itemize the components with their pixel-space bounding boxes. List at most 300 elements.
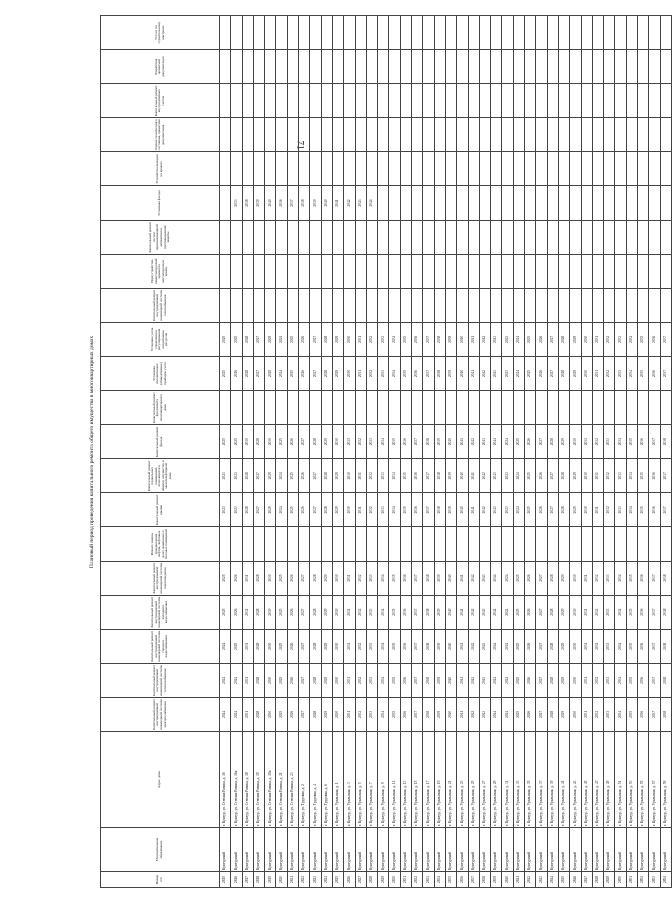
table-cell	[423, 118, 434, 152]
table-cell: г. Кунгур, ул. Уральская, д. 31	[502, 732, 513, 828]
table-cell: 2843	[536, 872, 547, 888]
table-cell	[253, 220, 264, 254]
table-row	[604, 16, 615, 888]
table-cell: 2033	[615, 356, 626, 390]
table-cell: г. Кунгур, ул. Уральская, д. 57	[649, 732, 660, 828]
table-cell: 2030	[581, 493, 592, 527]
table-cell: г. Кунгур, ул. Трудовая, д. 4	[310, 732, 321, 828]
table-cell	[389, 220, 400, 254]
table-cell: 2030	[570, 697, 581, 731]
table-cell: 2035	[389, 629, 400, 663]
table-cell	[615, 186, 626, 220]
table-cell: 2034	[626, 493, 637, 527]
table-cell: г. Кунгур, ул. Степана Разина, д. 16а	[231, 732, 242, 828]
table-cell: 2831	[400, 872, 411, 888]
table-cell: 2040	[457, 493, 468, 527]
table-cell: 2034	[389, 493, 400, 527]
table-cell: 2032	[604, 356, 615, 390]
table-cell	[581, 288, 592, 322]
table-cell	[513, 186, 524, 220]
table-cell	[547, 220, 558, 254]
table-row	[502, 16, 513, 888]
table-cell: 2828	[366, 872, 377, 888]
table-cell: 2037	[412, 629, 423, 663]
table-cell: 2852	[637, 872, 648, 888]
table-cell	[434, 152, 445, 186]
table-cell	[310, 50, 321, 84]
table-cell	[423, 152, 434, 186]
table-cell: 2034	[615, 629, 626, 663]
table-cell	[276, 84, 287, 118]
table-cell	[592, 288, 603, 322]
table-cell: 2034	[389, 356, 400, 390]
table-cell	[592, 186, 603, 220]
table-cell	[525, 152, 536, 186]
table-cell	[400, 118, 411, 152]
table-cell	[231, 391, 242, 425]
table-cell	[513, 84, 524, 118]
table-cell: 2029	[558, 629, 569, 663]
table-row	[513, 16, 524, 888]
table-cell: 2042	[479, 322, 490, 356]
table-cell: Кунгурский	[604, 828, 615, 872]
table-cell	[558, 186, 569, 220]
table-cell	[321, 16, 332, 50]
table-cell: г. Кунгур, ул. Степана Разина, д. 18	[242, 732, 253, 828]
table-cell	[310, 288, 321, 322]
table-cell: 2034	[626, 356, 637, 390]
table-cell: 2031	[581, 595, 592, 629]
table-cell: г. Кунгур, ул. Трудовая, д. 6	[321, 732, 332, 828]
table-cell: 2031	[242, 595, 253, 629]
table-cell: 2034	[615, 595, 626, 629]
column-header-label: Капитальный ремонт внутридомовой инженерной системы холодного водоснабжения	[150, 596, 169, 628]
table-cell	[355, 152, 366, 186]
table-cell	[253, 16, 264, 50]
table-cell: 2043	[479, 629, 490, 663]
table-cell: г. Кунгур, ул. Уральская, д. 51	[615, 732, 626, 828]
table-cell: 2031	[581, 561, 592, 595]
table-cell: 2044	[491, 697, 502, 731]
table-cell	[389, 391, 400, 425]
table-cell: 2039	[434, 595, 445, 629]
table-cell: 2030	[265, 561, 276, 595]
table-cell	[378, 16, 389, 50]
table-cell: 2025	[220, 561, 231, 595]
table-cell: 2033	[604, 629, 615, 663]
column-header	[101, 828, 220, 872]
table-cell: 2032	[355, 629, 366, 663]
table-cell	[637, 220, 648, 254]
column-header-label: Установка фасада	[157, 190, 162, 216]
column-header-label: Переустройство невентилируемой крыши на вентилируемую крышу	[150, 258, 169, 284]
table-cell: 2039	[445, 322, 456, 356]
table-cell: 2031	[344, 425, 355, 459]
table-cell	[525, 50, 536, 84]
table-cell	[615, 288, 626, 322]
column-header-label: Капитальный ремонт подвальных помещений, относящихся к общему имуществу в многоквартирном доме	[146, 460, 172, 492]
table-cell: г. Кунгур, ул. Уральская, д. 1	[332, 732, 343, 828]
table-cell	[355, 50, 366, 84]
table-cell: 2023	[502, 493, 513, 527]
column-header	[101, 186, 220, 220]
table-cell	[649, 118, 660, 152]
table-cell	[332, 254, 343, 288]
table-cell	[231, 50, 242, 84]
table-cell	[355, 391, 366, 425]
table-cell: Кунгурский	[637, 828, 648, 872]
table-cell: г. Кунгур, ул. Уральская, д. 55	[637, 732, 648, 828]
table-cell: 2028	[558, 322, 569, 356]
table-cell: 2039	[434, 629, 445, 663]
table-cell: 2034	[389, 459, 400, 493]
table-cell: Кунгурский	[581, 828, 592, 872]
column-header	[101, 254, 220, 288]
table-cell: 2038	[434, 356, 445, 390]
table-cell	[265, 254, 276, 288]
table-cell: 2024	[276, 322, 287, 356]
table-cell	[389, 16, 400, 50]
table-cell: 2033	[366, 561, 377, 595]
column-header	[101, 595, 220, 629]
table-cell	[570, 288, 581, 322]
table-cell	[457, 527, 468, 561]
table-cell	[220, 16, 231, 50]
table-cell: 2035	[626, 425, 637, 459]
table-cell: 2043	[491, 322, 502, 356]
table-cell: 2037	[423, 459, 434, 493]
table-cell	[468, 527, 479, 561]
table-cell: 2851	[626, 872, 637, 888]
table-cell: 2041	[457, 561, 468, 595]
table-cell: 2037	[649, 629, 660, 663]
table-cell	[468, 84, 479, 118]
table-cell	[491, 84, 502, 118]
table-cell: 2024	[502, 697, 513, 731]
table-cell	[355, 254, 366, 288]
table-cell	[378, 186, 389, 220]
table-cell	[412, 254, 423, 288]
table-cell	[299, 152, 310, 186]
table-cell: 2042	[468, 595, 479, 629]
table-cell: 2028	[321, 322, 332, 356]
table-cell: 2032	[355, 663, 366, 697]
table-cell: 2035	[626, 595, 637, 629]
table-cell	[637, 391, 648, 425]
table-cell: 2032	[604, 493, 615, 527]
table-cell: 2031	[355, 493, 366, 527]
table-cell: 2026	[525, 595, 536, 629]
table-cell	[570, 84, 581, 118]
column-header	[101, 322, 220, 356]
table-cell: Кунгурский	[299, 828, 310, 872]
table-cell: 2038	[660, 663, 671, 697]
table-cell	[344, 527, 355, 561]
table-cell	[637, 254, 648, 288]
table-cell: 2031	[344, 595, 355, 629]
table-cell: Кунгурский	[423, 828, 434, 872]
table-cell	[366, 152, 377, 186]
table-cell: 2032	[604, 459, 615, 493]
table-cell: 2027	[547, 493, 558, 527]
table-cell	[299, 220, 310, 254]
table-cell: 2845	[558, 872, 569, 888]
table-cell	[378, 84, 389, 118]
table-cell: 2815	[220, 872, 231, 888]
table-cell: 2034	[626, 459, 637, 493]
table-cell: 2031	[592, 322, 603, 356]
table-cell: 2026	[299, 493, 310, 527]
table-cell: 2031	[355, 322, 366, 356]
table-cell	[502, 84, 513, 118]
table-cell: 2035	[637, 322, 648, 356]
table-cell	[581, 152, 592, 186]
table-cell: г. Кунгур, ул. Уральская, д. 15	[412, 732, 423, 828]
table-cell: 2038	[434, 322, 445, 356]
table-cell	[660, 254, 671, 288]
table-cell: 2030	[332, 629, 343, 663]
table-cell	[253, 527, 264, 561]
table-cell: 2031	[355, 459, 366, 493]
table-cell: 2035	[637, 459, 648, 493]
table-cell	[502, 16, 513, 50]
table-row	[615, 16, 626, 888]
table-cell: 2029	[558, 663, 569, 697]
table-cell: 2023	[502, 356, 513, 390]
table-cell: 2032	[592, 425, 603, 459]
table-cell	[525, 220, 536, 254]
table-cell: 2026	[536, 322, 547, 356]
table-cell	[637, 152, 648, 186]
table-cell	[378, 527, 389, 561]
table-cell: г. Кунгур, ул. Уральская, д. 11	[389, 732, 400, 828]
table-cell: 2029	[570, 493, 581, 527]
table-cell	[468, 118, 479, 152]
table-cell: 2029	[321, 425, 332, 459]
table-cell	[457, 186, 468, 220]
table-cell	[265, 118, 276, 152]
table-cell	[626, 118, 637, 152]
table-cell	[299, 527, 310, 561]
table-cell: 2816	[231, 872, 242, 888]
table-cell: 2025	[220, 595, 231, 629]
table-cell: 2031	[344, 629, 355, 663]
table-cell	[592, 50, 603, 84]
table-cell: 2027	[536, 561, 547, 595]
table-cell: 2037	[660, 356, 671, 390]
table-cell: 2035	[637, 356, 648, 390]
table-cell: 2032	[366, 459, 377, 493]
table-cell: 2820	[276, 872, 287, 888]
table-cell: г. Кунгур, ул. Трудовая, д. 2	[299, 732, 310, 828]
table-cell	[570, 527, 581, 561]
table-row	[231, 16, 242, 888]
table-cell: г. Кунгур, ул. Уральская, д. 47	[592, 732, 603, 828]
table-cell	[457, 220, 468, 254]
table-cell	[412, 288, 423, 322]
table-cell: 2030	[344, 459, 355, 493]
column-header-label: Ремонт, замена, модернизация лифтов, лифтовых шахт, машинных и блочных помещений	[150, 529, 169, 559]
table-cell: 2024	[276, 459, 287, 493]
table-cell	[242, 84, 253, 118]
table-cell: 2026	[287, 561, 298, 595]
table-cell: 2028	[253, 425, 264, 459]
table-cell: 2037	[423, 356, 434, 390]
table-cell: 2039	[434, 425, 445, 459]
table-cell	[468, 152, 479, 186]
table-cell: 2024	[220, 629, 231, 663]
table-cell: 2028	[547, 595, 558, 629]
table-cell	[434, 16, 445, 50]
table-cell: Кунгурский	[389, 828, 400, 872]
table-cell	[344, 391, 355, 425]
table-cell	[253, 152, 264, 186]
page-number: 71	[295, 140, 306, 150]
column-header-label: Номер п/п	[155, 874, 163, 885]
table-cell: Кунгурский	[321, 828, 332, 872]
table-cell: 2024	[513, 459, 524, 493]
table-cell: 2027	[253, 493, 264, 527]
table-cell: Кунгурский	[592, 828, 603, 872]
table-cell: 2036	[412, 459, 423, 493]
table-cell	[321, 50, 332, 84]
table-cell	[220, 288, 231, 322]
table-row	[276, 16, 287, 888]
table-cell: г. Кунгур, ул. Уральская, д. 33	[513, 732, 524, 828]
table-cell: 2833	[423, 872, 434, 888]
table-cell: 2024	[220, 697, 231, 731]
table-cell	[649, 50, 660, 84]
table-cell	[366, 50, 377, 84]
table-cell: 2034	[378, 629, 389, 663]
table-cell: 2037	[412, 697, 423, 731]
table-cell: 2023	[231, 459, 242, 493]
table-cell: 2032	[592, 697, 603, 731]
table-cell: 2025	[513, 595, 524, 629]
table-cell	[525, 527, 536, 561]
table-cell	[220, 220, 231, 254]
table-cell	[344, 254, 355, 288]
table-cell: 2042	[468, 697, 479, 731]
table-cell	[570, 186, 581, 220]
table-cell: 2025	[276, 561, 287, 595]
table-cell	[479, 391, 490, 425]
table-cell: г. Кунгур, ул. Уральская, д. 43	[570, 732, 581, 828]
table-cell	[502, 50, 513, 84]
table-cell	[525, 84, 536, 118]
column-header-label: Муниципальное образование	[155, 837, 163, 862]
table-cell: 2038	[660, 561, 671, 595]
table-cell	[287, 527, 298, 561]
table-cell	[457, 254, 468, 288]
table-cell: 2040	[445, 697, 456, 731]
table-cell	[287, 391, 298, 425]
table-cell: Кунгурский	[412, 828, 423, 872]
table-row	[412, 16, 423, 888]
table-cell	[457, 152, 468, 186]
table-cell: г. Кунгур, ул. Степана Разина, д. 23	[287, 732, 298, 828]
column-header	[101, 697, 220, 731]
table-cell: 2038	[660, 425, 671, 459]
table-cell	[491, 152, 502, 186]
table-cell	[321, 84, 332, 118]
column-header	[101, 356, 220, 390]
table-cell	[491, 16, 502, 50]
table-cell	[412, 152, 423, 186]
table-cell: 2026	[287, 663, 298, 697]
table-cell	[604, 288, 615, 322]
table-cell: 2031	[592, 459, 603, 493]
table-cell	[276, 288, 287, 322]
table-cell	[355, 118, 366, 152]
table-cell	[445, 118, 456, 152]
table-cell: г. Кунгур, ул. Уральская, д. 5	[355, 732, 366, 828]
table-cell: 2025	[525, 356, 536, 390]
table-cell: 2037	[412, 663, 423, 697]
table-cell	[525, 118, 536, 152]
table-cell	[558, 527, 569, 561]
table-cell	[299, 391, 310, 425]
table-cell: г. Кунгур, ул. Уральская, д. 27	[479, 732, 490, 828]
table-cell: 2030	[265, 629, 276, 663]
table-cell: 2034	[615, 663, 626, 697]
table-cell: 2028	[310, 663, 321, 697]
table-cell	[253, 50, 264, 84]
table-cell	[615, 50, 626, 84]
table-row	[649, 16, 660, 888]
table-cell	[457, 16, 468, 50]
table-cell: 2829	[378, 872, 389, 888]
table-cell	[604, 527, 615, 561]
table-cell	[265, 220, 276, 254]
table-cell: 2842	[525, 872, 536, 888]
table-cell: 2043	[479, 697, 490, 731]
table-cell: Кунгурский	[513, 828, 524, 872]
table-cell	[366, 391, 377, 425]
table-cell: 2030	[581, 356, 592, 390]
table-cell	[547, 152, 558, 186]
table-cell: 2043	[479, 595, 490, 629]
table-cell	[276, 118, 287, 152]
table-cell	[457, 391, 468, 425]
table-cell	[400, 50, 411, 84]
table-cell: 2032	[366, 356, 377, 390]
table-cell	[389, 152, 400, 186]
table-cell: 2039	[310, 186, 321, 220]
table-row	[525, 16, 536, 888]
column-header	[101, 527, 220, 561]
table-cell: 2824	[321, 872, 332, 888]
table-cell	[660, 50, 671, 84]
table-cell: 2835	[445, 872, 456, 888]
table-cell: 2038	[423, 595, 434, 629]
table-cell	[491, 391, 502, 425]
table-cell: 2042	[468, 425, 479, 459]
table-cell	[637, 84, 648, 118]
table-cell: 2031	[344, 697, 355, 731]
table-row	[558, 16, 569, 888]
table-cell: 2026	[287, 425, 298, 459]
table-cell: 2033	[231, 186, 242, 220]
table-cell: 2028	[253, 629, 264, 663]
table-cell: 2028	[547, 629, 558, 663]
table-cell	[558, 16, 569, 50]
table-cell: 2827	[355, 872, 366, 888]
table-cell: 2036	[649, 493, 660, 527]
table-cell	[265, 288, 276, 322]
table-cell	[491, 527, 502, 561]
table-cell	[434, 288, 445, 322]
